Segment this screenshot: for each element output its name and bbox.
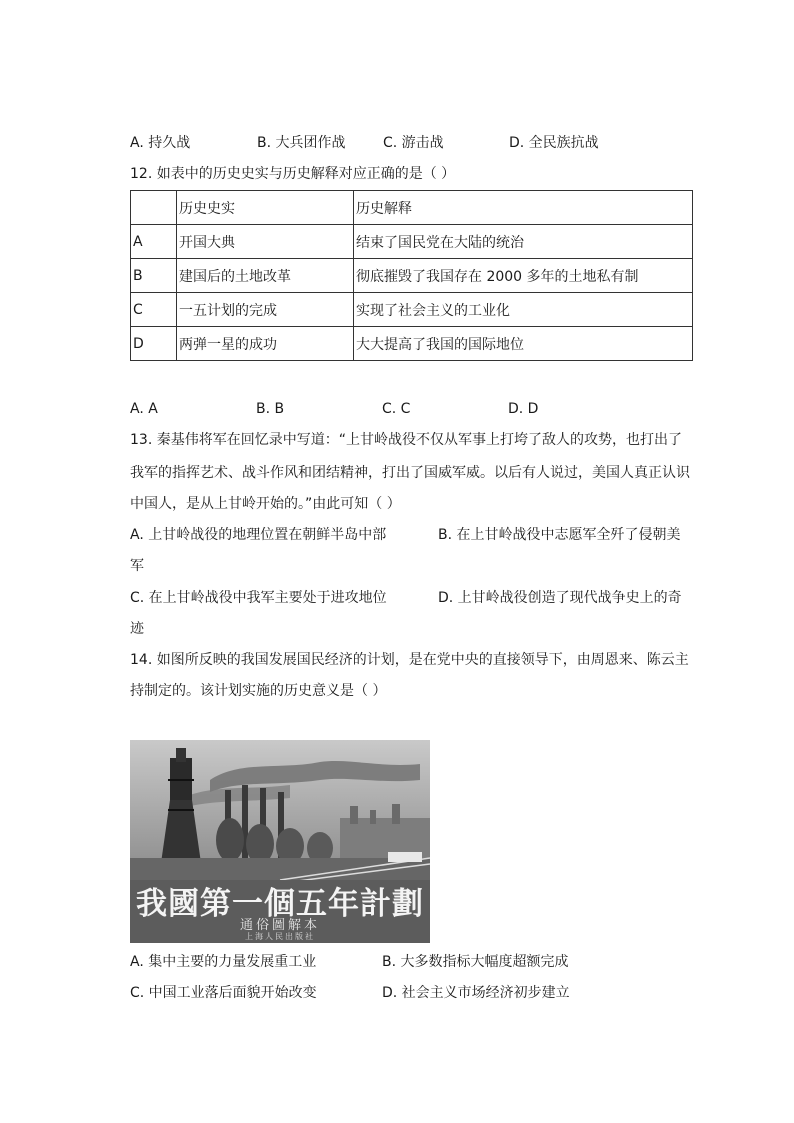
q14-stem-line-1: 14. 如图所反映的我国发展国民经济的计划，是在党中央的直接领导下，由周恩来、陈云主 <box>130 652 689 668</box>
table-header-cell <box>131 191 177 225</box>
table-row <box>131 293 693 327</box>
five-year-plan-poster <box>130 740 430 943</box>
q11-option-c: C. 游击战 <box>383 135 444 151</box>
q14-option-d: D. 社会主义市场经济初步建立 <box>382 985 570 1001</box>
history-table <box>130 190 693 361</box>
q13-option-a: A. 上甘岭战役的地理位置在朝鲜半岛中部 <box>130 527 387 543</box>
table-row <box>131 259 693 293</box>
q11-option-d: D. 全民族抗战 <box>509 135 599 151</box>
poster-subtitle: 通俗圖解本 <box>239 918 320 933</box>
q14-option-a: A. 集中主要的力量发展重工业 <box>130 954 317 970</box>
q14-option-b: B. 大多数指标大幅度超额完成 <box>382 954 569 970</box>
q13-stem-line-1: 13. 秦基伟将军在回忆录中写道：“上甘岭战役不仅从军事上打垮了敌人的攻势，也打出了 <box>130 432 682 448</box>
table-cell: 实现了社会主义的工业化 <box>354 293 693 327</box>
q14-option-c: C. 中国工业落后面貌开始改变 <box>130 985 317 1001</box>
table-cell: 建国后的土地改革 <box>177 259 354 293</box>
table-header-cell: 历史解释 <box>354 191 693 225</box>
table-row <box>131 327 693 361</box>
table-cell: 结束了国民党在大陆的统治 <box>354 225 693 259</box>
q13-option-c: C. 在上甘岭战役中我军主要处于进攻地位 <box>130 590 387 606</box>
q12-stem: 12. 如表中的历史史实与历史解释对应正确的是（ ） <box>130 166 456 182</box>
q12-option-d: D. D <box>508 401 539 417</box>
poster-publisher: 上海人民出版社 <box>245 932 315 941</box>
q14-stem-line-2: 持制定的。该计划实施的历史意义是（ ） <box>130 683 387 699</box>
q13-option-b: B. 在上甘岭战役中志愿军全歼了侵朝美 <box>438 527 681 543</box>
table-header-cell: 历史史实 <box>177 191 354 225</box>
q12-option-b: B. B <box>256 401 285 417</box>
q13-option-d-continued: 迹 <box>130 621 144 637</box>
q11-option-b: B. 大兵团作战 <box>257 135 346 151</box>
table-cell: 两弹一星的成功 <box>177 327 354 361</box>
poster-title: 我國第一個五年計劃 <box>136 886 424 922</box>
q11-option-a: A. 持久战 <box>130 135 191 151</box>
q12-option-a: A. A <box>130 401 158 417</box>
q13-stem-line-3: 中国人，是从上甘岭开始的。”由此可知（ ） <box>130 496 401 512</box>
table-cell: 彻底摧毁了我国存在 2000 多年的土地私有制 <box>354 259 693 293</box>
q13-option-d: D. 上甘岭战役创造了现代战争史上的奇 <box>438 590 682 606</box>
table-header-row <box>131 191 693 225</box>
table-cell: C <box>131 293 177 327</box>
table-cell: 开国大典 <box>177 225 354 259</box>
q13-stem-line-2: 我军的指挥艺术、战斗作风和团结精神，打出了国威军威。以后有人说过，美国人真正认识 <box>130 465 690 481</box>
q13-option-b-continued: 军 <box>130 558 144 574</box>
table-cell: A <box>131 225 177 259</box>
table-row <box>131 225 693 259</box>
table-cell: D <box>131 327 177 361</box>
table-cell: 一五计划的完成 <box>177 293 354 327</box>
q12-option-c: C. C <box>382 401 411 417</box>
table-cell: 大大提高了我国的国际地位 <box>354 327 693 361</box>
table-cell: B <box>131 259 177 293</box>
